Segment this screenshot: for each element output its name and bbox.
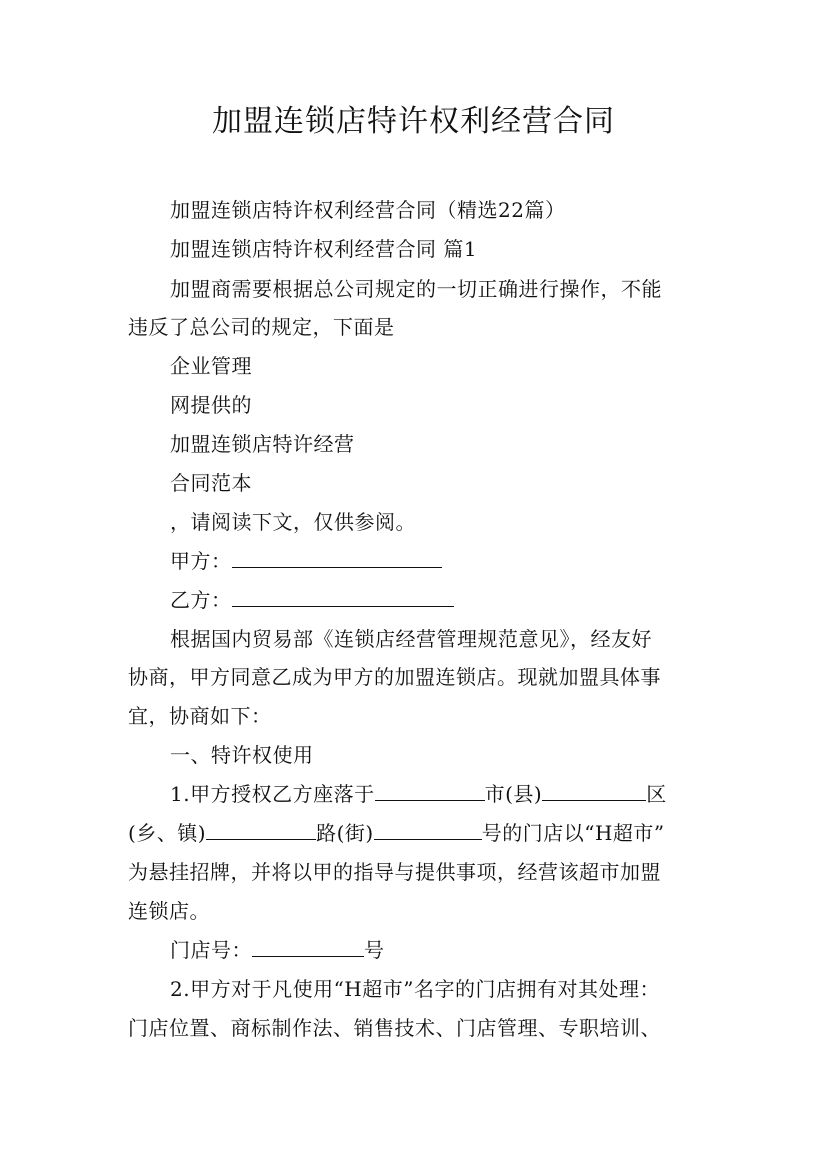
paragraph: 违反了总公司的规定，下面是 [128, 315, 395, 339]
paragraph: 加盟商需要根据总公司规定的一切正确进行操作，不能 [170, 277, 662, 301]
store-number-suffix: 号 [364, 938, 385, 962]
clause-text: (乡、镇) [128, 821, 207, 845]
paragraph: 合同范本 [170, 471, 252, 495]
clause-line [170, 780, 667, 808]
paragraph: 网提供的 [170, 393, 252, 417]
store-number-line [170, 936, 385, 964]
store-number-blank [252, 936, 364, 957]
paragraph: 企业管理 [170, 354, 252, 378]
road-blank [374, 819, 482, 840]
town-blank [206, 819, 316, 840]
clause-text: 1.甲方授权乙方座落于 [170, 782, 375, 806]
paragraph: 连锁店。 [128, 899, 210, 923]
clause-text: 路(街) [316, 821, 374, 845]
paragraph: 加盟连锁店特许经营 [170, 432, 355, 456]
clause-text: 市(县) [484, 782, 543, 806]
paragraph: 2.甲方对于凡使用“H超市”名字的门店拥有对其处理： [170, 977, 660, 1001]
party-a-line [170, 547, 442, 575]
paragraph: 协商，甲方同意乙成为甲方的加盟连锁店。现就加盟具体事 [128, 665, 661, 689]
paragraph: 加盟连锁店特许权利经营合同（精选22篇） [170, 198, 566, 222]
paragraph: 门店位置、商标制作法、销售技术、门店管理、专职培训、 [128, 1016, 661, 1040]
clause-text: 号的门店以“H超市” [481, 821, 665, 845]
city-blank [375, 780, 485, 801]
paragraph: 宜，协商如下： [128, 704, 272, 728]
paragraph: ，请阅读下文，仅供参阅。 [170, 510, 416, 534]
paragraph: 根据国内贸易部《连锁店经营管理规范意见》，经友好 [170, 627, 652, 651]
district-blank [542, 780, 646, 801]
section-heading: 一、特许权使用 [170, 743, 314, 767]
party-a-label: 甲方： [170, 549, 232, 573]
clause-text: 区 [646, 782, 667, 806]
store-number-label: 门店号： [170, 938, 252, 962]
document-title: 加盟连锁店特许权利经营合同 [212, 104, 615, 139]
party-b-label: 乙方： [170, 588, 232, 612]
party-b-line [170, 586, 454, 614]
paragraph: 加盟连锁店特许权利经营合同 篇1 [170, 237, 478, 261]
party-b-blank [232, 586, 454, 607]
party-a-blank [232, 547, 442, 568]
paragraph: 为悬挂招牌，并将以甲的指导与提供事项，经营该超市加盟 [128, 860, 661, 884]
clause-line [128, 819, 665, 847]
